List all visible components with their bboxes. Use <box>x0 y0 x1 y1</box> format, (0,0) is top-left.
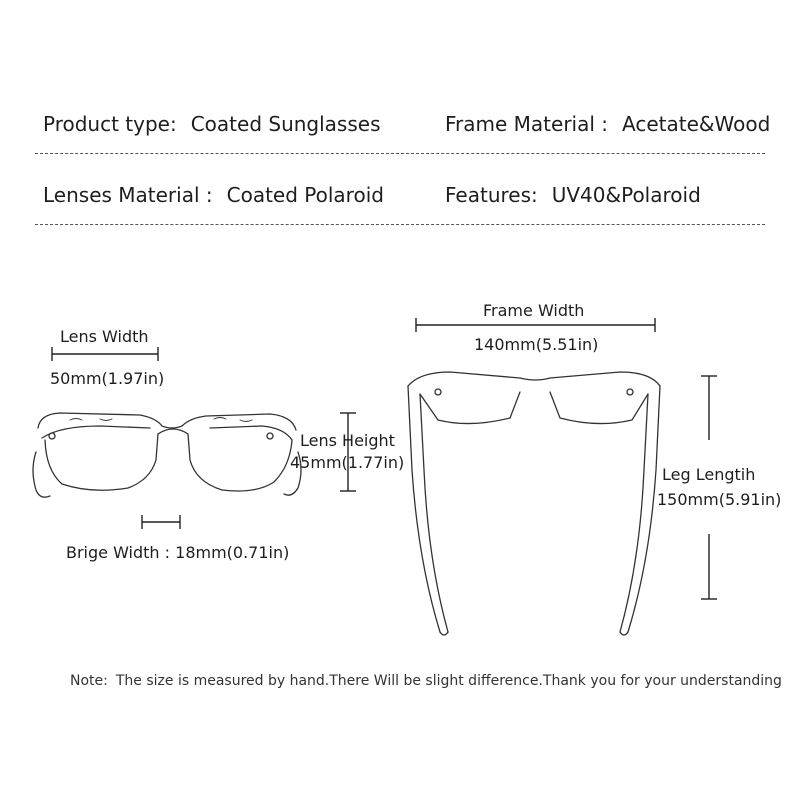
note-text: The size is measured by hand.There Will be slight difference.Thank you for your understanding <box>115 673 782 689</box>
lens-width-label: Lens Width <box>60 327 149 346</box>
note <box>70 673 782 689</box>
product-type-label: Product type: <box>43 112 177 136</box>
front-view-glasses <box>33 413 301 497</box>
features-label: Features: <box>445 183 538 207</box>
frame-width-label: Frame Width <box>483 301 585 320</box>
top-view-glasses <box>408 372 660 635</box>
frame-material-label: Frame Material : <box>445 112 609 136</box>
features-value: UV40&Polaroid <box>551 183 701 207</box>
frame-material-value: Acetate&Wood <box>622 112 771 136</box>
frame-width-value: 140mm(5.51in) <box>474 335 599 354</box>
lens-width-value: 50mm(1.97in) <box>50 369 165 388</box>
note-label: Note: <box>70 673 108 689</box>
lenses-material-label: Lenses Material : <box>43 183 213 207</box>
lens-height-value: 45mm(1.77in) <box>290 453 405 472</box>
product-type-value: Coated Sunglasses <box>190 112 381 136</box>
leg-length-label: Leg Lengtih <box>662 465 756 484</box>
lens-height-label: Lens Height <box>300 431 395 450</box>
leg-length-value: 150mm(5.91in) <box>657 490 782 509</box>
lenses-material-value: Coated Polaroid <box>226 183 384 207</box>
bridge-width-text: Brige Width : 18mm(0.71in) <box>66 543 290 562</box>
